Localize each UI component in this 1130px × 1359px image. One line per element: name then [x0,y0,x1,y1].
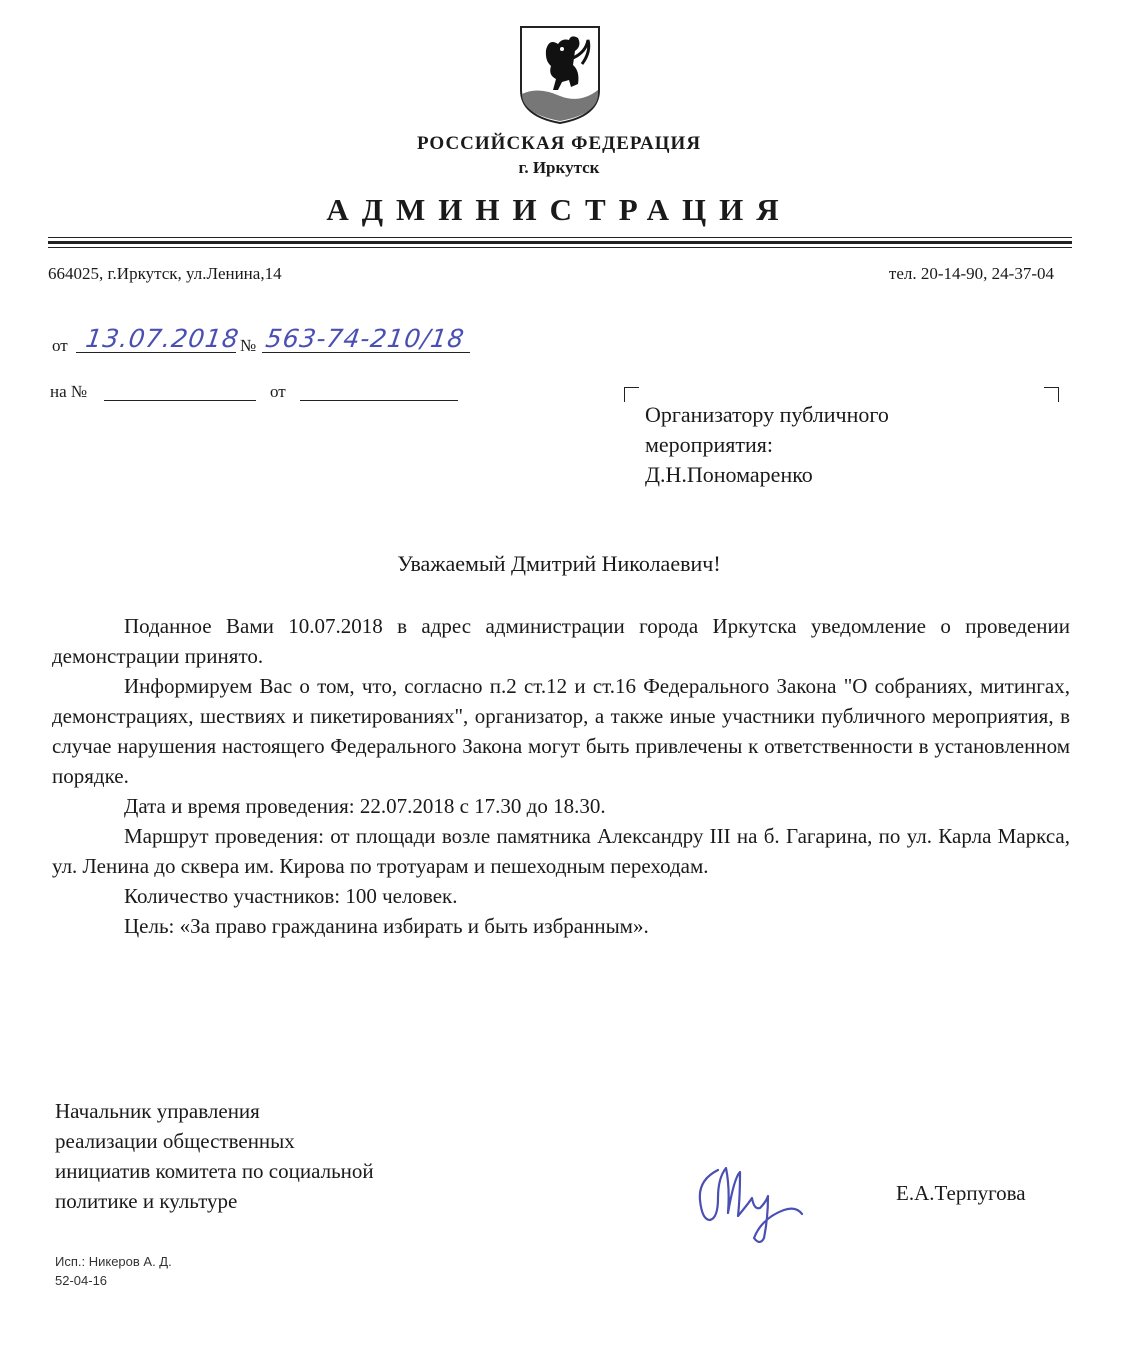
header-divider-middle [48,241,1072,244]
signatory-position-line-3: инициатив комитета по социальной [55,1159,374,1183]
body-paragraph-purpose: Цель: «За право гражданина избирать и быть избранным». [124,914,649,938]
reply-from-label: от [270,382,286,401]
addressee-block [645,400,1045,490]
header-country: РОССИЙСКАЯ ФЕДЕРАЦИЯ [416,133,702,154]
signatory-position-line-4: политике и культуре [55,1189,238,1213]
reg-date-handwritten: 13.07.2018 [83,324,242,353]
executor-name: Исп.: Никеров А. Д. [55,1254,172,1269]
header-city: г. Иркутск [518,158,600,177]
irkutsk-coat-of-arms-emblem [518,24,602,126]
addressee-corner-left [624,387,639,402]
body-paragraph-submission: Поданное Вами 10.07.2018 в адрес администрации города Иркутска уведомление о проведении демонстрации принято. [52,614,1070,668]
handwritten-signature [688,1158,806,1246]
header-divider-bottom [48,247,1072,248]
addressee-line-2: мероприятия: [645,432,773,457]
signatory-name: Е.А.Терпугова [896,1181,1026,1205]
executor-block [55,1252,172,1290]
reg-from-label: от [52,336,68,355]
executor-phone: 52-04-16 [55,1273,108,1288]
signatory-position-line-1: Начальник управления [55,1099,260,1123]
sender-phone: тел. 20-14-90, 24-37-04 [888,264,1054,283]
addressee-line-1: Организатору публичного [645,402,889,427]
body-paragraph-route: Маршрут проведения: от площади возле памятника Александру III на б. Гагарина, по ул. Карла Маркса, ул. Ленина до сквера им. Кирова по тротуарам и пешеходным переходам. [52,824,1070,878]
signatory-position-line-2: реализации общественных [55,1129,295,1153]
letter-body [52,611,1070,941]
reply-number-blank [104,400,256,401]
reg-number-label: № [240,336,257,355]
body-paragraph-participants: Количество участников: 100 человек. [124,884,458,908]
reply-number-label: на № [50,382,88,401]
reply-from-blank [300,400,458,401]
header-administration: АДМИНИСТРАЦИЯ [326,192,792,227]
sender-address: 664025, г.Иркутск, ул.Ленина,14 [48,264,282,283]
body-paragraph-law-notice: Информируем Вас о том, что, согласно п.2 ст.12 и ст.16 Федерального Закона "О собраниях, митингах, демонстрациях, шествиях и пикетированиях", организатор, а также иные участники публичного мероприятия, в случае нарушения настоящего Федерального Закона могут быть привлечены к ответственности в установленном порядке. [52,674,1070,788]
header-divider-top [48,237,1072,238]
reg-number-handwritten: 563-74-210/18 [263,324,467,353]
body-paragraph-date-time: Дата и время проведения: 22.07.2018 с 17.30 до 18.30. [124,794,606,818]
salutation: Уважаемый Дмитрий Николаевич! [397,551,721,576]
signatory-position [55,1096,495,1216]
addressee-corner-right [1044,387,1059,402]
addressee-line-3: Д.Н.Пономаренко [645,462,813,487]
